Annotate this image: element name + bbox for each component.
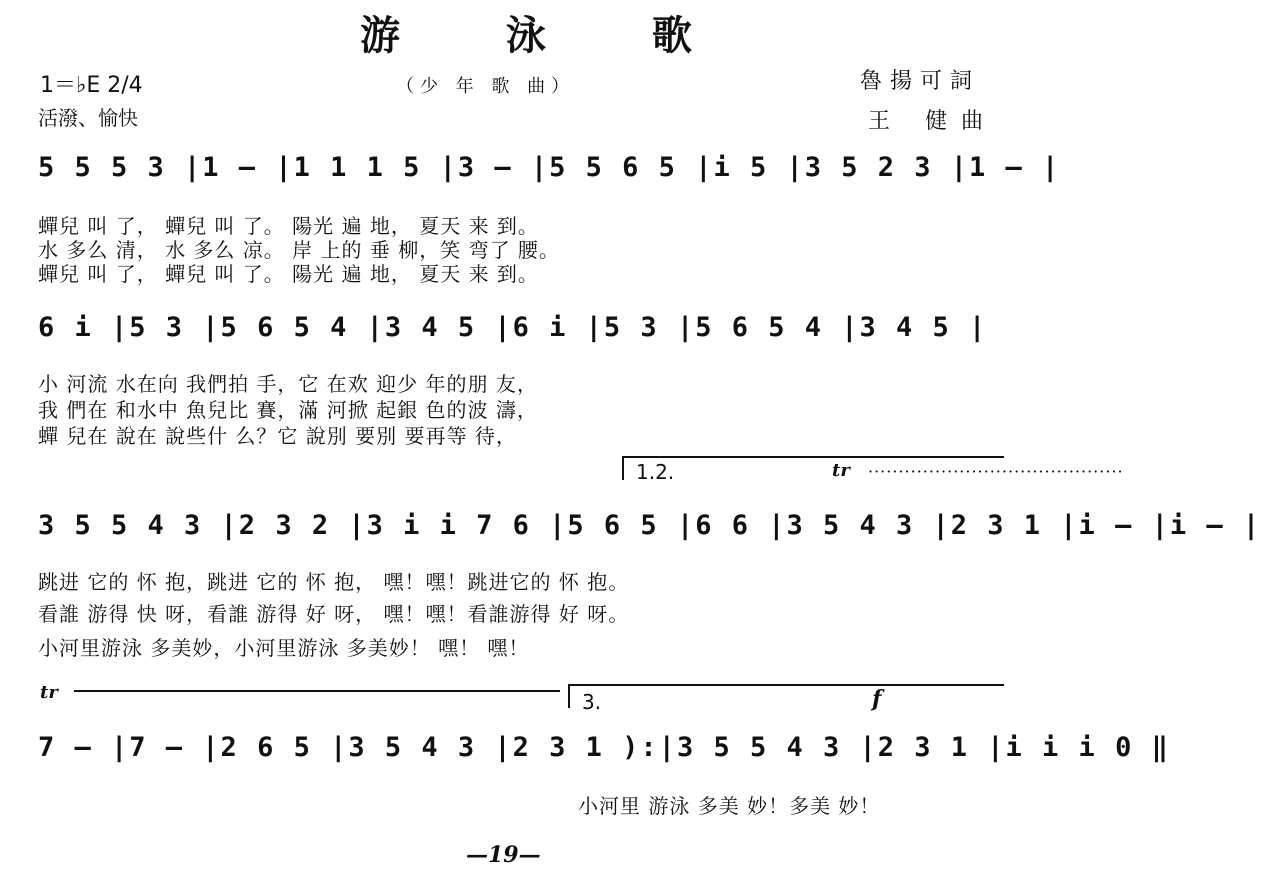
notation-line-3: 3 5 5 4 3 |2 3 2 |3 i i 7 6 |5 6 5 |6 6 |3 5 4 3 |2 3 1 |i — |i — |: [38, 510, 1261, 541]
trill-dots-1: ··········································: [868, 462, 1124, 481]
trill-mark-1: tr: [832, 460, 850, 481]
lyric-line-2-2: 我 們在 和水中 魚兒比 賽，滿 河掀 起銀 色的波 濤，: [38, 398, 538, 422]
dynamic-forte: f: [872, 686, 882, 712]
lyric-line-2-3: 蟬 兒在 說在 說些什 么？它 說別 要別 要再等 待，: [38, 424, 517, 448]
page-number: —19—: [466, 842, 541, 868]
notation-line-1: 5 5 5 3 |1 — |1 1 1 5 |3 — |5 5 6 5 |i 5 |3 5 2 3 |1 — |: [38, 152, 1061, 183]
trill-mark-2: tr: [40, 682, 58, 703]
composer-credit: 王 健曲: [868, 109, 997, 134]
notation-line-4: 7 — |7 — |2 6 5 |3 5 4 3 |2 3 1 ):|3 5 5 4 3 |2 3 1 |i i i 0 ‖: [38, 732, 1170, 763]
volta-line-3: [568, 684, 1004, 686]
lyric-line-3-2: 看誰 游得 快 呀，看誰 游得 好 呀， 嘿！嘿！看誰游得 好 呀。: [38, 602, 630, 626]
lyric-line-3-1: 跳进 它的 怀 抱，跳进 它的 怀 抱， 嘿！嘿！跳进它的 怀 抱。: [38, 570, 630, 594]
lyric-line-1-2: 水 多么 清， 水 多么 凉。 岸 上的 垂 柳，笑 弯了 腰。: [38, 238, 560, 262]
page-title: 游 泳 歌: [360, 12, 738, 59]
lyric-line-1-3: 蟬兒 叫 了， 蟬兒 叫 了。 陽光 遍 地， 夏天 来 到。: [38, 262, 539, 286]
lyric-line-2-1: 小 河流 水在向 我們拍 手，它 在欢 迎少 年的朋 友，: [38, 372, 538, 396]
volta-12-label: 1.2.: [636, 460, 675, 484]
key-signature: 1＝♭E 2/4: [40, 73, 143, 98]
tempo-marking: 活潑、愉快: [38, 106, 138, 130]
lyric-line-4-1: 小河里 游泳 多美 妙！多美 妙！: [578, 794, 881, 818]
trill-extension-line: [74, 690, 560, 692]
notation-line-2: 6 i |5 3 |5 6 5 4 |3 4 5 |6 i |5 3 |5 6 5 4 |3 4 5 |: [38, 312, 988, 343]
volta-3-label: 3.: [582, 690, 602, 714]
volta-bracket-12: [622, 456, 624, 480]
subtitle: （少 年 歌 曲）: [396, 76, 576, 97]
lyric-line-3-3: 小河里游泳 多美妙，小河里游泳 多美妙！ 嘿！ 嘿！: [38, 636, 530, 660]
volta-bracket-3: [568, 684, 570, 708]
volta-line-12: [622, 456, 1004, 458]
lyricist-credit: 魯揚可詞: [860, 69, 981, 94]
lyric-line-1-1: 蟬兒 叫 了， 蟬兒 叫 了。 陽光 遍 地， 夏天 来 到。: [38, 214, 539, 238]
